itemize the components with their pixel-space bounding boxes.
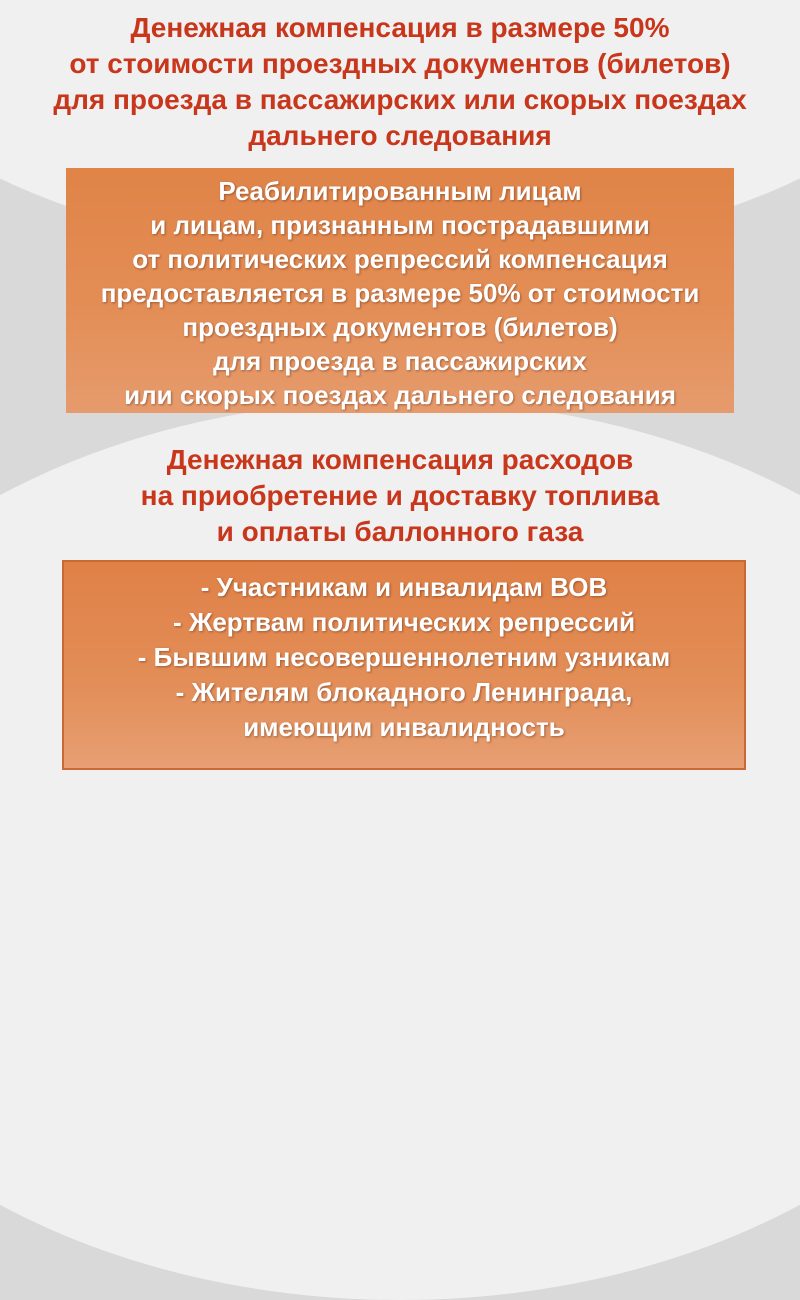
section1-box-line: или скорых поездах дальнего следования <box>124 380 676 410</box>
section2-list-item: - Участникам и инвалидам ВОВ <box>200 572 608 602</box>
section1-box-line: для проезда в пассажирских <box>213 346 587 376</box>
section1-box-line: и лицам, признанным пострадавшими <box>150 210 650 240</box>
section2-title-line: и оплаты баллонного газа <box>216 516 584 547</box>
section2-title <box>40 442 760 550</box>
section2-list-item: имеющим инвалидность <box>243 712 565 742</box>
section1-box-line: Реабилитированным лицам <box>218 176 582 206</box>
section2-recipients-box <box>62 560 746 770</box>
section1-title <box>40 10 760 154</box>
section1-title-line: дальнего следования <box>248 120 552 151</box>
section1-box-line: предоставляется в размере 50% от стоимости <box>100 278 700 308</box>
section2-title-line: на приобретение и доставку топлива <box>140 480 660 511</box>
section1-box-line: от политических репрессий компенсация <box>132 244 668 274</box>
section1-box-line: проездных документов (билетов) <box>182 312 618 342</box>
section1-title-line: Денежная компенсация в размере 50% <box>130 12 670 43</box>
section1-info-box <box>66 168 734 413</box>
section1-title-line: для проезда в пассажирских или скорых поездах <box>53 84 747 115</box>
section2-list-item: - Жителям блокадного Ленинграда, <box>175 677 633 707</box>
section2-title-line: Денежная компенсация расходов <box>166 444 634 475</box>
section2-list-item: - Бывшим несовершеннолетним узникам <box>137 642 671 672</box>
section2-list-item: - Жертвам политических репрессий <box>172 607 636 637</box>
section1-title-line: от стоимости проездных документов (билетов) <box>69 48 731 79</box>
